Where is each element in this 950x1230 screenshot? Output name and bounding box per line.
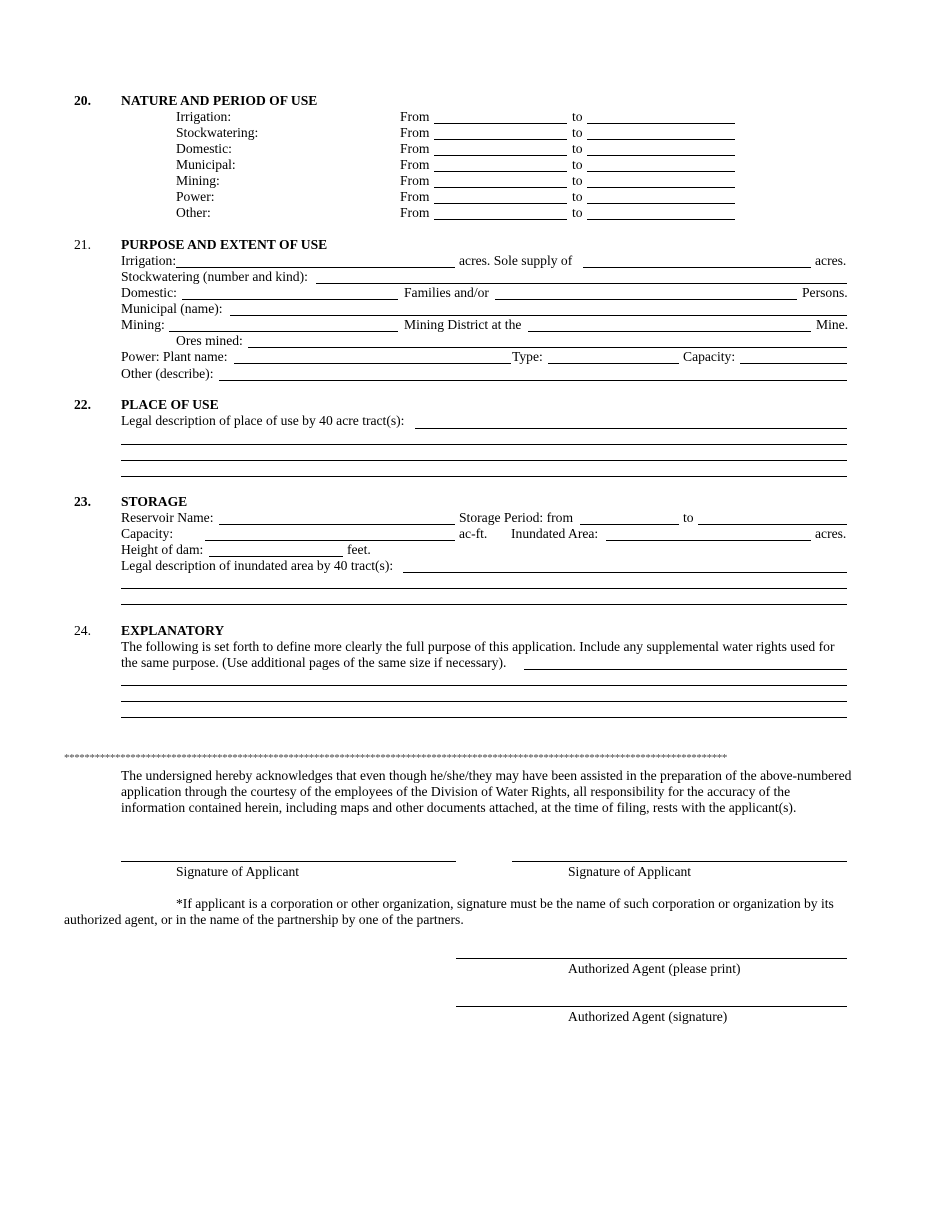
period-label: Irrigation: <box>176 109 232 124</box>
legal-description-label: Legal description of place of use by 40 acre tract(s): <box>121 413 405 428</box>
agent-print-line[interactable] <box>456 958 847 959</box>
organization-note-line: authorized agent, or in the name of the partnership by one of the partners. <box>64 912 464 927</box>
section-number: 20. <box>74 93 91 108</box>
section-number: 22. <box>74 397 91 412</box>
explanatory-line[interactable] <box>121 717 847 718</box>
acres-unit: acres. <box>815 253 847 268</box>
other-label: Other (describe): <box>121 366 214 381</box>
to-field[interactable] <box>587 139 735 140</box>
acft-unit: ac-ft. <box>459 526 488 541</box>
section-number: 24. <box>74 623 91 638</box>
to-label: to <box>572 189 583 204</box>
from-field[interactable] <box>434 155 567 156</box>
from-label: From <box>400 205 430 220</box>
acres-unit: acres. <box>815 526 847 541</box>
period-label: Mining: <box>176 173 220 188</box>
plant-name-field[interactable] <box>234 363 511 364</box>
from-field[interactable] <box>434 219 567 220</box>
inundated-area-label: Inundated Area: <box>511 526 599 541</box>
feet-unit: feet. <box>347 542 371 557</box>
explanatory-text-line: the same purpose. (Use additional pages of the same size if necessary). <box>121 655 507 670</box>
explanatory-line[interactable] <box>121 685 847 686</box>
storage-capacity-label: Capacity: <box>121 526 174 541</box>
section-title: NATURE AND PERIOD OF USE <box>121 93 318 108</box>
from-label: From <box>400 125 430 140</box>
to-field[interactable] <box>587 187 735 188</box>
period-label: Other: <box>176 205 211 220</box>
period-label: Domestic: <box>176 141 232 156</box>
legal-description-line[interactable] <box>121 444 847 445</box>
persons-field[interactable] <box>495 299 797 300</box>
inundated-legal-label: Legal description of inundated area by 40 tract(s): <box>121 558 394 573</box>
type-field[interactable] <box>548 363 679 364</box>
acknowledgement-line: information contained herein, including maps and other documents attached, at the time of filing, rests with the applicant(s). <box>121 800 797 815</box>
from-label: From <box>400 173 430 188</box>
storage-to-label: to <box>683 510 694 525</box>
section-title: STORAGE <box>121 494 188 509</box>
explanatory-line[interactable] <box>121 701 847 702</box>
acknowledgement-line: application through the courtesy of the employees of the Division of Water Rights, all responsibility for the accuracy of the <box>121 784 791 799</box>
legal-description-field[interactable] <box>415 428 847 429</box>
storage-period-label: Storage Period: from <box>459 510 574 525</box>
municipal-label: Municipal (name): <box>121 301 223 316</box>
period-label: Power: <box>176 189 215 204</box>
legal-description-line[interactable] <box>121 460 847 461</box>
period-label: Municipal: <box>176 157 236 172</box>
storage-to-field[interactable] <box>698 524 847 525</box>
from-label: From <box>400 157 430 172</box>
reservoir-name-field[interactable] <box>219 524 455 525</box>
asterisk-separator: ********************************************************************************************************************************** <box>64 752 728 764</box>
section-title: EXPLANATORY <box>121 623 225 638</box>
explanatory-text-line: The following is set forth to define more clearly the full purpose of this application. Include any supplemental water rights used for <box>121 639 835 654</box>
mining-district-label: Mining District at the <box>404 317 522 332</box>
irrigation-acres-field[interactable] <box>176 267 455 268</box>
ores-label: Ores mined: <box>176 333 243 348</box>
agent-signature-label: Authorized Agent (signature) <box>568 1009 728 1024</box>
to-label: to <box>572 173 583 188</box>
from-field[interactable] <box>434 123 567 124</box>
applicant-signature-label: Signature of Applicant <box>176 864 300 879</box>
organization-note-line: *If applicant is a corporation or other organization, signature must be the name of such corporation or organization by its <box>176 896 834 911</box>
type-label: Type: <box>512 349 543 364</box>
domestic-field[interactable] <box>182 299 398 300</box>
to-label: to <box>572 141 583 156</box>
acknowledgement-line: The undersigned hereby acknowledges that even though he/she/they may have been assisted in the preparation of the above-numbered <box>121 768 852 783</box>
inundated-legal-field[interactable] <box>403 572 847 573</box>
from-label: From <box>400 109 430 124</box>
other-field[interactable] <box>219 380 847 381</box>
agent-signature-line[interactable] <box>456 1006 847 1007</box>
sole-supply-field[interactable] <box>583 267 811 268</box>
stockwatering-label: Stockwatering (number and kind): <box>121 269 308 284</box>
persons-unit: Persons. <box>802 285 848 300</box>
irrigation-label: Irrigation: <box>121 253 177 268</box>
section-number: 21. <box>74 237 91 252</box>
to-field[interactable] <box>587 203 735 204</box>
municipal-field[interactable] <box>230 315 847 316</box>
storage-from-field[interactable] <box>580 524 679 525</box>
from-field[interactable] <box>434 203 567 204</box>
mining-label: Mining: <box>121 317 165 332</box>
capacity-field[interactable] <box>740 363 847 364</box>
mine-unit: Mine. <box>816 317 849 332</box>
to-field[interactable] <box>587 155 735 156</box>
section-number: 23. <box>74 494 91 509</box>
domestic-label: Domestic: <box>121 285 177 300</box>
from-field[interactable] <box>434 139 567 140</box>
sole-supply-label: acres. Sole supply of <box>459 253 573 268</box>
families-label: Families and/or <box>404 285 489 300</box>
from-field[interactable] <box>434 171 567 172</box>
to-label: to <box>572 205 583 220</box>
to-field[interactable] <box>587 123 735 124</box>
explanatory-field[interactable] <box>524 669 847 670</box>
to-field[interactable] <box>587 219 735 220</box>
inundated-area-field[interactable] <box>606 540 811 541</box>
applicant-signature-line[interactable] <box>512 861 847 862</box>
agent-print-label: Authorized Agent (please print) <box>568 961 741 976</box>
inundated-legal-line[interactable] <box>121 588 847 589</box>
ores-field[interactable] <box>248 347 847 348</box>
to-label: to <box>572 125 583 140</box>
from-label: From <box>400 141 430 156</box>
stockwatering-field[interactable] <box>316 283 847 284</box>
mining-district-field[interactable] <box>528 331 811 332</box>
capacity-label: Capacity: <box>683 349 736 364</box>
inundated-legal-line[interactable] <box>121 604 847 605</box>
section-title: PURPOSE AND EXTENT OF USE <box>121 237 328 252</box>
to-label: to <box>572 109 583 124</box>
applicant-signature-line[interactable] <box>121 861 456 862</box>
section-title: PLACE OF USE <box>121 397 219 412</box>
period-label: Stockwatering: <box>176 125 259 140</box>
storage-capacity-field[interactable] <box>205 540 455 541</box>
from-field[interactable] <box>434 187 567 188</box>
mining-field[interactable] <box>169 331 398 332</box>
from-label: From <box>400 189 430 204</box>
applicant-signature-label: Signature of Applicant <box>568 864 692 879</box>
to-field[interactable] <box>587 171 735 172</box>
dam-height-field[interactable] <box>209 556 343 557</box>
reservoir-name-label: Reservoir Name: <box>121 510 214 525</box>
legal-description-line[interactable] <box>121 476 847 477</box>
to-label: to <box>572 157 583 172</box>
dam-height-label: Height of dam: <box>121 542 204 557</box>
power-plant-label: Power: Plant name: <box>121 349 228 364</box>
